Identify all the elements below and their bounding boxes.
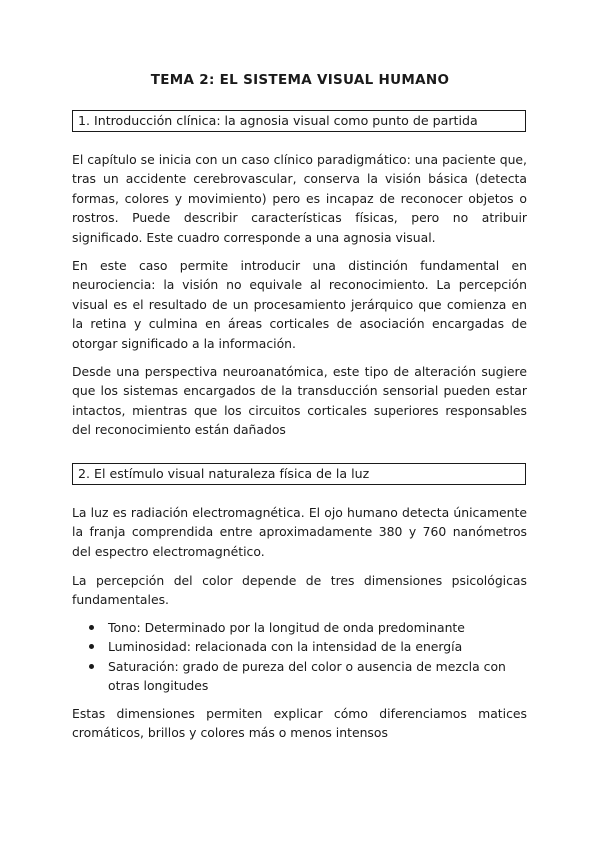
section-1-paragraph-2: En este caso permite introducir una distinción fundamental en neurociencia: la visión no equivale al reconocimiento. La percepción visual es el resultado de un procesamiento jerárquico que comienza en la retina y culmina en áreas corticales de asociación encargadas de otorgar significado a la información. xyxy=(72,258,527,351)
list-item xyxy=(72,618,527,637)
section-2-paragraph-2: La percepción del color depende de tres dimensiones psicológicas fundamentales. xyxy=(72,573,527,608)
section-2-paragraph-1: La luz es radiación electromagnética. El ojo humano detecta únicamente la franja comprendida entre aproximadamente 380 y 760 nanómetros del espectro electromagnético. xyxy=(72,505,527,559)
list-item-text: Saturación: grado de pureza del color o ausencia de mezcla con otras longitudes xyxy=(108,658,506,694)
bullet-icon xyxy=(89,625,94,630)
section-2-heading: 2. El estímulo visual naturaleza física de la luz xyxy=(72,463,526,485)
section-1-paragraph-1: El capítulo se inicia con un caso clínico paradigmático: una paciente que, tras un accidente cerebrovascular, conserva la visión básica (detecta formas, colores y movimiento) pero es incapaz de reconocer objetos o rostros. Puede describir características físicas, pero no atribuir significado. Este cuadro corresponde a una agnosia visual. xyxy=(72,152,527,245)
section-2-closing-paragraph: Estas dimensiones permiten explicar cómo diferenciamos matices cromáticos, brillos y colores más o menos intensos xyxy=(72,706,527,741)
bullet-icon xyxy=(89,644,94,649)
section-1-paragraph-3: Desde una perspectiva neuroanatómica, este tipo de alteración sugiere que los sistemas encargados de la transducción sensorial pueden estar intactos, mientras que los circuitos corticales superiores responsables del reconocimiento están dañados xyxy=(72,364,527,438)
list-item-text: Luminosidad: relacionada con la intensidad de la energía xyxy=(108,639,463,655)
section-1-heading: 1. Introducción clínica: la agnosia visual como punto de partida xyxy=(72,110,526,132)
bullet-icon xyxy=(89,664,94,669)
list-item xyxy=(72,637,527,656)
color-dimensions-list xyxy=(72,618,527,696)
page-title: TEMA 2: EL SISTEMA VISUAL HUMANO xyxy=(150,72,450,88)
list-item xyxy=(72,657,527,696)
list-item-text: Tono: Determinado por la longitud de onda predominante xyxy=(108,620,465,635)
